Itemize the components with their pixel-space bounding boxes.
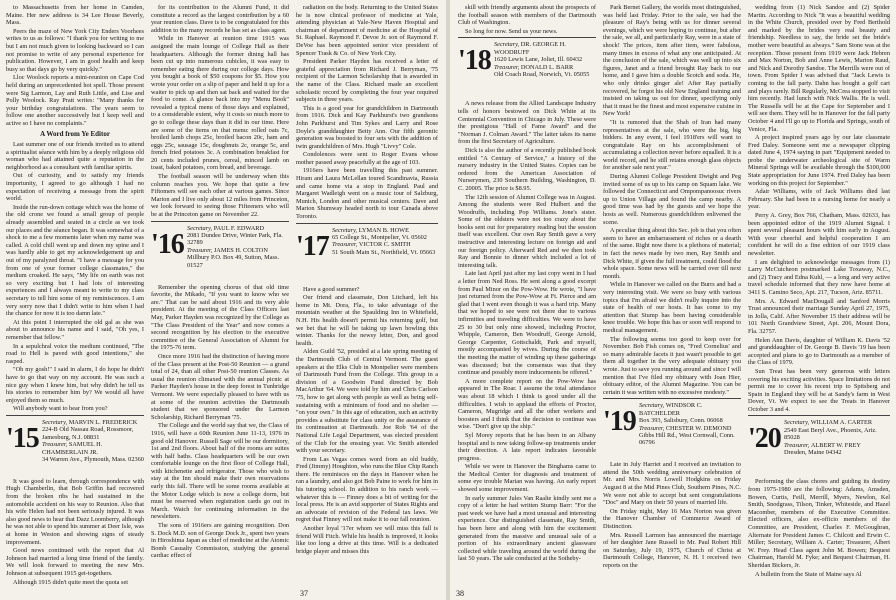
class-officers: Secretary, LYMAN B. HOWE 65 College St., Montpelier, Vt. 05602 Treasurer, VICTOR C. SMITH 51 South Main St., Northfield, Vt. 05663: [332, 227, 438, 257]
secretary-name: LYMAN B. HOWE: [358, 226, 409, 234]
page-number: 38: [456, 589, 464, 598]
treasurer-address: 51 South Main St., Northfield, Vt. 05663: [332, 248, 436, 256]
secretary-address: 1620 Lewis Lane, Joliet, Ill. 60432: [494, 56, 583, 64]
paragraph: "It is rumored that the Shah of Iran had many representatives at the sale, who were the big, big bidders. In any event, I feel 1918'ers will want to congratulate Ray on his accomplishment of accumulating a collection never before equalled. It is a world record, and he still retains enough glass objects for another sale next year.": [603, 118, 741, 172]
paragraph: A news release from the Allied Landscape Industry tells of honors bestowed on Dick White at its Centennial Convention in Chicago in July. These were the prestigious "Hall of Fame Award" and the "Norman J. Colman Award." The latter takes its name from the first Secretary of Agriculture.: [458, 100, 596, 146]
p37-column-2: [151, 4, 289, 586]
paragraph: In early summer Jules Van Raalte kindly sent me a copy of a letter he had written Stump Barr: "For the past week we have had a most unusual and interesting experience. Our distinguished classmate, Ray Smith, has been here and along with him the excitement generated from the massive and unusual sale of a portion of his extraordinary ancient glassware collected while traveling around the world during the last 50 years. The sale conducted at the Sotheby-: [458, 494, 596, 563]
class-header-1918: [458, 41, 596, 97]
page-number: 37: [300, 589, 308, 598]
paragraph: Once more 1916 had the distinction of having more of the Class present at the Post-50 Reunion — a grand total of 24, than all other Post-50 reunion Classes. As usual the reunion climaxed with the annual picnic at Parker Hayden's house in the deep forest in Tunbridge Vermont. We were especially pleased to have with us at some of the reunion activities the Dartmouth student that we sponsored under the Larmon Scholarship, Richard Berryman '75.: [151, 352, 289, 421]
paragraph: Remember the opening chorus of that old time favorite, the Mikado, "If you want to know who we are." That can be said about 1916 and its very able president. At the meeting of the Class Officers last May, Parker Hayden was recognized by the College as "The Class President of the Year" and now comes a second recognition by his election to the executive committee of the General Association of Alumni for the 1975-76 term.: [151, 283, 289, 352]
class-year: '18: [458, 45, 491, 77]
paragraph: Park Bernet Gallery, the worlds most distinguished, was held last Friday. Prior to the sale, we had the pleasure of Ray's being with us for dinner several evenings, which we were hoping to continue, but after the sale, we all, and particularly Ray, were in a state of shock! The prices, item after item, were fabulous, many times in excess of what any one anticipated. At the conclusion of the sale, which was well up into six figures, Janet and a friend brought Ray back to our home, and I gave him a double Scotch and soda. He, who only drinks ginger ale! After Ray partially recovered, he forgot his old New England training and insisted on taking us out for dinner, specifying only that it must be the finest and most expensive cuisine in New York!: [603, 4, 741, 118]
paragraph: I am delighted to acknowledge messages from (1) Larry McCutcheon postmarked Lake Toxaway, N.C., and (2) Tracy and Edna Kuhl, — a long and very active travel schedule informed that they now have home at 3411 S. Camino Seco, Apt. 217, Tucson, Ariz. 85711.: [748, 258, 890, 296]
paragraph: President Parker Hayden has received a letter of grateful appreciation from Richard J. Berryman, '75 recipient of the Larmon Scholarship that is awarded in the name of the Class. Richard made an excellent scholastic record by completing the four year required subjects in three years.: [296, 58, 438, 104]
treasurer-name: CHESTER W. DEMOND: [665, 424, 732, 432]
class-header-1920: [748, 419, 890, 475]
treasurer-name: SAMUEL H. CHAMBERLAIN JR.: [42, 441, 103, 456]
paragraph: A more complete report on the Pow-Wow has appeared in The Roar. I assume the total attendance was about 18 which I think is good under all the difficulties. I wish to applaud the efforts of Proctor, Cameron, Mugridge and all the other workers and boosters and I think that the decision to continue was wise. "Don't give up the ship.": [458, 377, 596, 431]
class-header-1916: [151, 225, 289, 281]
p38-column-1: [458, 4, 596, 586]
paragraph: "Oh my gosh!" I said in alarm, I do hope he didn't have to go that way on my account. He was such a nice guy when I knew him, but why didn't he tell us his stories to remember him by? We would all have enjoyed them so much.: [6, 366, 144, 404]
class-year: '16: [151, 228, 184, 260]
paragraph: Late last April just after my last copy went in I had a letter from Ned Ross. He sent along a good excerpt from Paul Minor on the Pow-Wow. He wrote, "I have just returned from the Pow-Wow at Ft. Pierce and am glad that I went even though it was a hard trip. Many that we hoped to see were not there due to various infirmities and traveling difficulties. We were to have 25 to 30 but only nine showed, including Proctor, Whipple, Cameron, Ben Woodruff, George Arnold, George Carpenter, Gottschaldt, Park and myself, mostly accompanied by wives. During the course of the meeting the matter of winding up these gatherings was discussed; but the consensus was that they continue and possibly more inducements be offered.": [458, 270, 596, 377]
class-header-1919: [603, 402, 741, 458]
paragraph: The football season will be underway when this column reaches you. We hope that quite a few Fiftomers will see each other at various games. Since Marion and I live only about 12 miles from Princeton, we look forward to seeing those Fifteeners who will be at the Princeton game on November 22.: [151, 173, 289, 219]
page-38: [450, 0, 896, 600]
secretary-address: 2081 Dundee Drive, Winter Park, Fla. 32789: [187, 232, 283, 247]
class-officers: Secretary, PAUL F. EDWARD 2081 Dundee Drive, Winter Park, Fla. 32789 Treasurer, JAMES H. COLTON Millbury P.O. Box 49, Sutton, Mass. 01527: [187, 225, 289, 269]
secretary-name: WINDSOR C. BATCHELDER: [639, 402, 703, 417]
paragraph: From Las Vegas comes word from an old buddy, Fred (Jimmy) Houghton, who runs the Blue Chip Ranch there. He reminisces on the days in Hanover when he ran a laundry, and also got Bob Paine to work for him in his tutoring school. In addition to his ranch work — whatever this is — Finney does a bit of writing for the local press. He is an avid supporter of States Rights and an advocate of revision of the Federal tax laws. We regret that Finney will not make it to our fall reunion.: [296, 455, 438, 524]
paragraph: So long for now. Send us your news.: [465, 27, 558, 35]
paragraph: Lloc Woolock reports a mini-reunion on Cape Cod held during an unprecedented hot spell. Those present were Sig Larmon, Lay and Ruth Little, and Lise and Polly Woolock. Ray Pratt writes: "Many thanks for your birthday congratulations. The years seem to follow one another successively but I keep well and active so I have no complaints.": [6, 74, 144, 127]
paragraph: for its contribution to the Alumni Fund, it did constitute a record as the largest contribution by a 60 year reunion class. Dave is to be congratulated for this addition to the many records he has set as class agent.: [151, 4, 289, 34]
p38-column-2: [603, 4, 741, 586]
paragraph: Good news continued with the report that Al Johnson had married a long time friend of the family. We will look forward to meeting the new Mrs. Johnson at subsequent 1915 get-togethers.: [6, 547, 144, 577]
paragraph: 1916ers have been travelling this past summer. Hiram and Laura McLellan toured Scandinavia, Russia and came home via a stop in England. Paul and Margaret Wadleigh went on a music tour of Salzburg, Munich, London and other musical centers. Dave and Marion Shumway headed north to tour Canada above Toronto.: [296, 167, 438, 221]
paragraph: Mrs. A. Edward MacDougall and Sanford Morris Trust announced their marriage Sunday April 27, 1975, in Jolla, Calif. After November 15 their address will be 101 North Grandview Street, Apt. 206, Mount Dora, Fla. 32757.: [748, 297, 890, 335]
class-year: '15: [6, 422, 39, 454]
treasurer-name: JAMES H. COLTON: [213, 246, 268, 254]
class-header-1917: [296, 227, 438, 283]
treasurer-name: VICTOR C. SMITH: [358, 241, 411, 249]
paragraph: Have a good summer?: [303, 285, 360, 293]
paragraph: The sons of 1916ers are gaining recognition. Don S. Dock M.D. son of George Dock Jr., spent two years in Hiroshima Japan as chief of medicine at the Atomic Bomb Casualty Commission, studying the general cardiac effect of: [151, 522, 289, 560]
paragraph: A peculiar thing about this Sec. job is that you often seem to have an embarrassment of riches or a dearth of the same. Right now there is a plethora of material; in fact the news made by two men, Ray Smith and Dick White, if given the full treatment, could flood the whole space. Some news will be carried over till next month.: [603, 227, 741, 280]
paragraph: This is a good year for grandchildren in Dartmouth from 1916. Dick and Kay Parkhurst's two grandsons John Parkhurst and Tim Sykes and Larry and Rose Doyle's granddaughter Betty Ann. Our fifth gerontic generation was boosted to four sets with the addition of twin grandchildren of Mrs. Hugh "Livvy" Cole.: [296, 104, 438, 150]
class-officers: Secretary, DR. GEORGE H. WOODRUFF 1620 Lewis Lane, Joliet, Ill. 60432 Treasurer, DONALD L. BARR Old Coach Road, Norwich, Vt. 05055: [494, 41, 596, 78]
paragraph: During Alumni College President Dwight and Peg invited some of us up to his camp on Squam lake. We followed the Connecticut and Ompompanoosuc rivers up to Union Village and found the camp nearby. A good time was had by the guests and we hope the hosts as well. Numerous grandchildren enlivened the scene.: [603, 173, 741, 226]
secretary-address: Box 393, Salisbury, Conn. 06068: [639, 417, 723, 425]
paragraph: While in Hanover at reunion time 1915 was assigned the main lounge of College Hall as their headquarters. Although the former dining hall has been cut up into numerous cubicles, it was easy to remember eating there during our college days. How you bought a book of $50 coupons for $5. How you wrote your order on a slip of paper and held it up for a waiter to pick up and then sat back and waited for the food to come. A glance back into my "Menu Book" revealed a typical menu of those days and explained, to a considerable extent, why it costs so much more to go to college these days than it did in our time. Here are some of the items on that menu: rolled oats 7c, broiled lamb chops 25c, broiled bacon 20c, ham and eggs 25c, sausage 15c, doughnuts 2c, orange 5c, and french fried potatoes 3c. A combination breakfast for 20 cents included prunes, cereal, minced lamb on toast, baked potatoes, corn bread, and beverage.: [151, 35, 289, 172]
secretary-address: 65 College St., Montpelier, Vt. 05602: [332, 234, 427, 242]
paragraph: Late in July Harriet and I received an invitation to attend the 50th wedding anniversary celebration of Mr. and Mrs. Norris Lowell Hodgkins on Friday August 8 at the Mid Pines Club, Southern Pines, N.C. We were not able to accept but sent congratulations "Doc" and Mary on their 50 years of married life.: [603, 461, 741, 507]
treasurer-name: ALBERT W. FREY: [810, 441, 861, 449]
paragraph: The 12th session of Alumni College was in August. Among the students were Red Hulbert and the Woodruffs, including Pop Williams. Jone's sister. Some of the oldsters were not too crazy about the books sent out for preparatory reading but the session itself was excellent. Our own Ray Smith gave a very instructive and interesting lecture on foreign aid and our foreign policy. Afterward Red and we then took Ray and Bonnie to dinner which included a lot of interesting talk.: [458, 193, 596, 269]
paragraph: Our friend and classmate, Don Litchard, left his home in Mt. Dora, Fla., to take advantage of the mountain weather at the Spaulding Inn in Whitefield, N.H. His health doesn't permit his returning golf, but we bet that he will be taking up lawn bowling this winter. Thanks for the newsy letter, Don, and good health.: [296, 294, 438, 347]
class-header-1915: [6, 419, 144, 475]
paragraph: Helen Ann Davis, daughter of William K. Davis '52 and granddaughter of Dr. George B. Davis '19 has been accepted and plans to go to Dartmouth as a member of the Class of 1979.: [748, 336, 890, 367]
secretary-name: PAUL F. EDWARD: [213, 224, 264, 232]
secretary-address: 2549 East Beryl Ave., Phoenix, Ariz. 85028: [784, 426, 877, 442]
paragraph: Sun Treat has been very generous with letters covering his exciting activities. Space limitations do not permit me to cover his recent trip to Spitsberg and Spain in England they will be at Sandy's farm in West Dover, Vt. We expect to see the Treats in Hanover October 3 and 4.: [748, 367, 890, 413]
treasurer-address: 34 Warren Ave., Plymouth, Mass. 02360: [42, 455, 144, 463]
paragraph: It was good to learn, through correspondence with Hugh Chamberlin, that Bob Griffin had recovered from the broken ribs he had sustained in the automobile accident on his way to Reunion. Also that his wife Helen had not been seriously injured. It was also good news to hear that Dazz Loomberry, although he was not able to spend his summer at Deer Isle, was at home in Weston and showing signs of steady improvement.: [6, 477, 144, 546]
p37-column-3: [296, 4, 438, 586]
paragraph: The College and the world say that we, the Class of 1916, will have a 60th Reunion June 11-13, 1976 in good old Hanover. Russell Sage will be our dormitory, 1st and 2nd floors. About half of the rooms are suites with half baths. Class headquarters will be our own comfortable lounge on the first floor of College Hall, with kitchenette and refrigerator. Those who wish to stay at the Inn should make their own reservations early this fall. There will be some rooms available at the Motor Lodge which is now a college dorm, but must be reserved when registration cards go out in March. Watch for continuing information in the newsletters.: [151, 422, 289, 521]
secretary-name: DR. GEORGE H. WOODRUFF: [494, 41, 566, 56]
paragraph: Performing the class chores and guiding its destiny from 1975-1980 are the following: Adams, Amsden, Bowen, Curtis, Feill, Merrill, Myers, Newlon, Kel Smith, Snodgrass, Tilson, Tinker, Whiteside, and Hazel Macomber, members of the Executive Committee. Elected officers, also ex-officio members of the Committee, are President, Charles F. McGoughran, Alternate for President James C. Chilcott and Erwin C. Miller; Secretary, William A. Carter; Treasurer, Albert W. Frey. Head Class agent John M. Bowen; Bequest Chairman, Harold M. Fyke; and Bequest Chairman, H. Sheridan Bickers, Jr.: [748, 478, 890, 569]
treasurer-name: DONALD L. BARR: [520, 63, 574, 71]
paragraph: A project inspired years ago by our late classmate Fred Daley. Someone sent me a newspaper clipping dated June 4, 1974 saying in part "Equipment needed to probe the underwater archeological site of Warm Mineral Springs will be available through the $100,000 State appropriation for June 1974. Fred Daley has been working on this project for September.": [748, 134, 890, 187]
paragraph: On Friday night, May 16 Max Norton was given the Hanover Chamber of Commerce Award of Distinction.: [603, 507, 741, 531]
paragraph: Although 1915 didn't quite meet the quota set: [13, 578, 128, 586]
paragraph: skill with friendly arguments about the prospects of the football season with members of the Dartmouth Club of Washington.: [458, 4, 596, 27]
treasurer-address: Old Coach Road, Norwich, Vt. 05055: [494, 71, 590, 78]
paragraph: radiation on the body. Returning to the United States he is now clinical professor of medicine at Yale, attending physician at Yale-New Haven Hospital and chairman of department of medicine at the Hospital of St. Raphael. Raymond F. Devoe Jr. son of Raymond F. DeVoe has been appointed senior vice president of Spencer Trask & Co. of New York City.: [296, 4, 438, 57]
p38-column-3: [748, 4, 890, 586]
class-officers: Secretary, MARVIN L. FREDERICK 224-B Old Nassau Road, Rossmoor, Jamesburg, N.J. 08831 Treasurer, SAMUEL H. CHAMBERLAIN JR. 34 Warren Ave., Plymouth, Mass. 02360: [42, 418, 144, 463]
paragraph: In a sepulchral voice the medium continued, "The road to Hell is paved with good intentions," she rasped.: [6, 342, 144, 365]
paragraph: Mrs. Russell Larmon has announced the marriage of her daughter Jane Russell to Mr. Paul Robert Hill on Saturday, July 19, 1975, Church of Christ at Dartmouth College, Hanover, N. H. I received two reports on the: [603, 531, 741, 569]
paragraph: Adair Williams, wife of Jack Williams died last February. She had been in a nursing home for nearly a year.: [748, 188, 890, 211]
page-37: [0, 0, 446, 600]
paragraph: Another loyal '17er whom we will miss this fall is friend Will Fitch. While his health is improved, it looks like too long a drive at this time. Will is a dedicated bridge player and misses this: [296, 525, 438, 555]
secretary-name: MARVIN L. FREDERICK: [68, 418, 138, 426]
paragraph: Peers the maze of New York City Enders Voorhees writes to us as follows: "I thank you for writing to me but I am not much given to looking backward so I can not promise to write of any personal experience for publication. However, I am in good health and keep busy so that days go by very quickly.": [6, 27, 144, 73]
paragraph: Inside the run-down cottage which was the home of the old crone we found a small group of people already assembled and seated in a circle as we took our places and the séance began. It was somewhat of a shock to me a few moments later when my name was called. A cold chill went up and down my spine and I was hardly able to get my acknowledgement up and out of my paralyzed throat. "I have a message for you from one of your former college classmates," the medium croaked. He says, "My life on earth was not so very exciting but I had lots of interesting experiences and I always meant to write to my class secretary to tell him some of my reminiscences. I am very sorry now that I didn't write to him when I had the chance for now it is too damn late.": [6, 203, 144, 318]
paragraph: Syl Morey reports that he has been in an Albany hospital and is now taking follow-up treatments under their direction. A late report indicates favorable progress.: [458, 431, 596, 462]
paragraph: A bulletin from the State of Maine says Al: [755, 570, 862, 578]
class-year: '17: [296, 230, 329, 262]
paragraph: While we were in Hanover the Binghams came to the Medical Center for diagnosis and treatment of some eye trouble Marian was having. An early report showed some improvement.: [458, 463, 596, 494]
secretary-name: WILLIAM A. CARTER: [810, 419, 873, 427]
paragraph: to Massachusetts from her home in Camden, Maine. Her new address is 34 Lee House Beverly, Mass.: [6, 4, 144, 27]
paragraph: Perry A. Grey, Box 766, Chatham, Mass. 02633, has been appointed editor of the 1919 Alumni Signal. I spent several pleasant hours with him early in August. With your cheerful and helpful cooperation I am confident he will do a fine edition of our 1919 class newsletter.: [748, 212, 890, 257]
paragraph: The following seems too good to keep over for November. Bob Fish comes on, "Fred Cornelius' and so many admirable facets it just wasn't possible to get them all together in the very adequate obituary you wrote. Just to save you running around and since I will mention that I've filed my obituary with Joan Hier, obituary editor, of the Alumni Magazine. You can be certain it was written with no excessive modesty.": [603, 335, 741, 396]
paragraph: Will anybody want to hear from you?: [13, 405, 108, 413]
secretary-address: 224-B Old Nassau Road, Rossmoor, Jamesburg, N.J. 08831: [42, 426, 134, 441]
paragraph: Condolences were sent to Roger Evans whose mother passed away peacefully at the age of 103.: [296, 151, 438, 166]
class-year: '20: [748, 423, 781, 455]
paragraph: Dick is also the author of a recently published book entitled "A Century of Service," a history of the nursery industry in the United States. Copies can be ordered from the American Association of Nurserymen, 230 Southern Building, Washington, D. C. 20005. The price is $8.95.: [458, 146, 596, 192]
paragraph: Last summer one of our friends invited us to attend a spiritualist séance with him by a deeply religious old woman who had attained quite a reputation in the neighborhood as a consultant with familiar spirits.: [6, 141, 144, 171]
paragraph: Alden Guild '52, presided at a late spring meeting of the Dartmouth Club of Central Vermont. The guest speakers at the Elks Club in Montpelier were members of Dartmouth Fund from the College. This group in a division of a Goodwin Fund directed by Bob MacArthur '64. We were told by him and Chris Carlson '75, how to get along with people as well as being self-sustaining with a minimum of food and no shelter — "on your own." In this age of education, such an activity provides a substitute for class unity or the assurance of its continuation at Dartmouth. Joe Rob '64 of the National Life Legal Department, was elected president of the Club for the ensuing year. Vic Smith attended with your secretary.: [296, 348, 438, 455]
treasurer-address: Gibbs Hill Rd., West Cornwall, Conn. 06796: [639, 431, 735, 447]
treasurer-address: Dresden, Maine 04342: [784, 449, 842, 457]
class-officers: Secretary, WILLIAM A. CARTER 2549 East Beryl Ave., Phoenix, Ariz. 85028 Treasurer, ALBERT W. FREY Dresden, Maine 04342: [784, 419, 890, 456]
class-officers: Secretary, WINDSOR C. BATCHELDER Box 393, Salisbury, Conn. 06068 Treasurer, CHESTER W. DEMOND Gibbs Hill Rd., West Cornwall, Conn. 06796: [639, 402, 741, 446]
paragraph: While in Hanover we called on the Burrs and had a very interesting visit. We were so busy with various topics that I'm afraid we didn't really inquire into the state of health of our hosts. It has come to my attention that Stump has been having considerable knee trouble. We hope this has or soon will respond to medical management.: [603, 281, 741, 334]
treasurer-address: Millbury P.O. Box 49, Sutton, Mass. 01527: [187, 254, 280, 269]
p37-column-1: [6, 4, 144, 586]
section-subhead: A Word from Ye Editor: [40, 129, 110, 138]
paragraph: Out of curiosity, and to satisfy my friends importunity, I agreed to go although I had no expectation of receiving a message from the spirit world.: [6, 172, 144, 203]
class-year: '19: [603, 406, 636, 438]
paragraph: At this point I interrupted the old gal as she was about to announce his name and I said, "Oh yes, I remember that fellow.": [6, 318, 144, 341]
paragraph: wedding from (1) Nick Sandoe and (2) Spider Martin. According to Nick "It was a beautiful wedding in the White Church, presided over by Fred Berthold and marked by the brides very real beauty and friendship. Needless to say, the bride set the bride's mother were beautiful as always." Sam Stone was at the reception. Those present from 1919 were Jack Hebren and Max Norton, Bob and Anne Lewis, Marion Raud, and Nick and Dorothy Sandoe. The Merrills were out of town. From Spider I was advised that "Jack Lewis is coming to the fall party. Dahn has bought a golf cart and plays rarely. Bill Regularly, McCrea stopped to visit him recently. Had lunch with Nick Wallis. He is well. The Russells will be at the Cape for September and I will see them. They will be in Hanover for the fall party October 4 and I'll go up to Florida and Springs, south of Venice, Fla.: [748, 4, 890, 133]
